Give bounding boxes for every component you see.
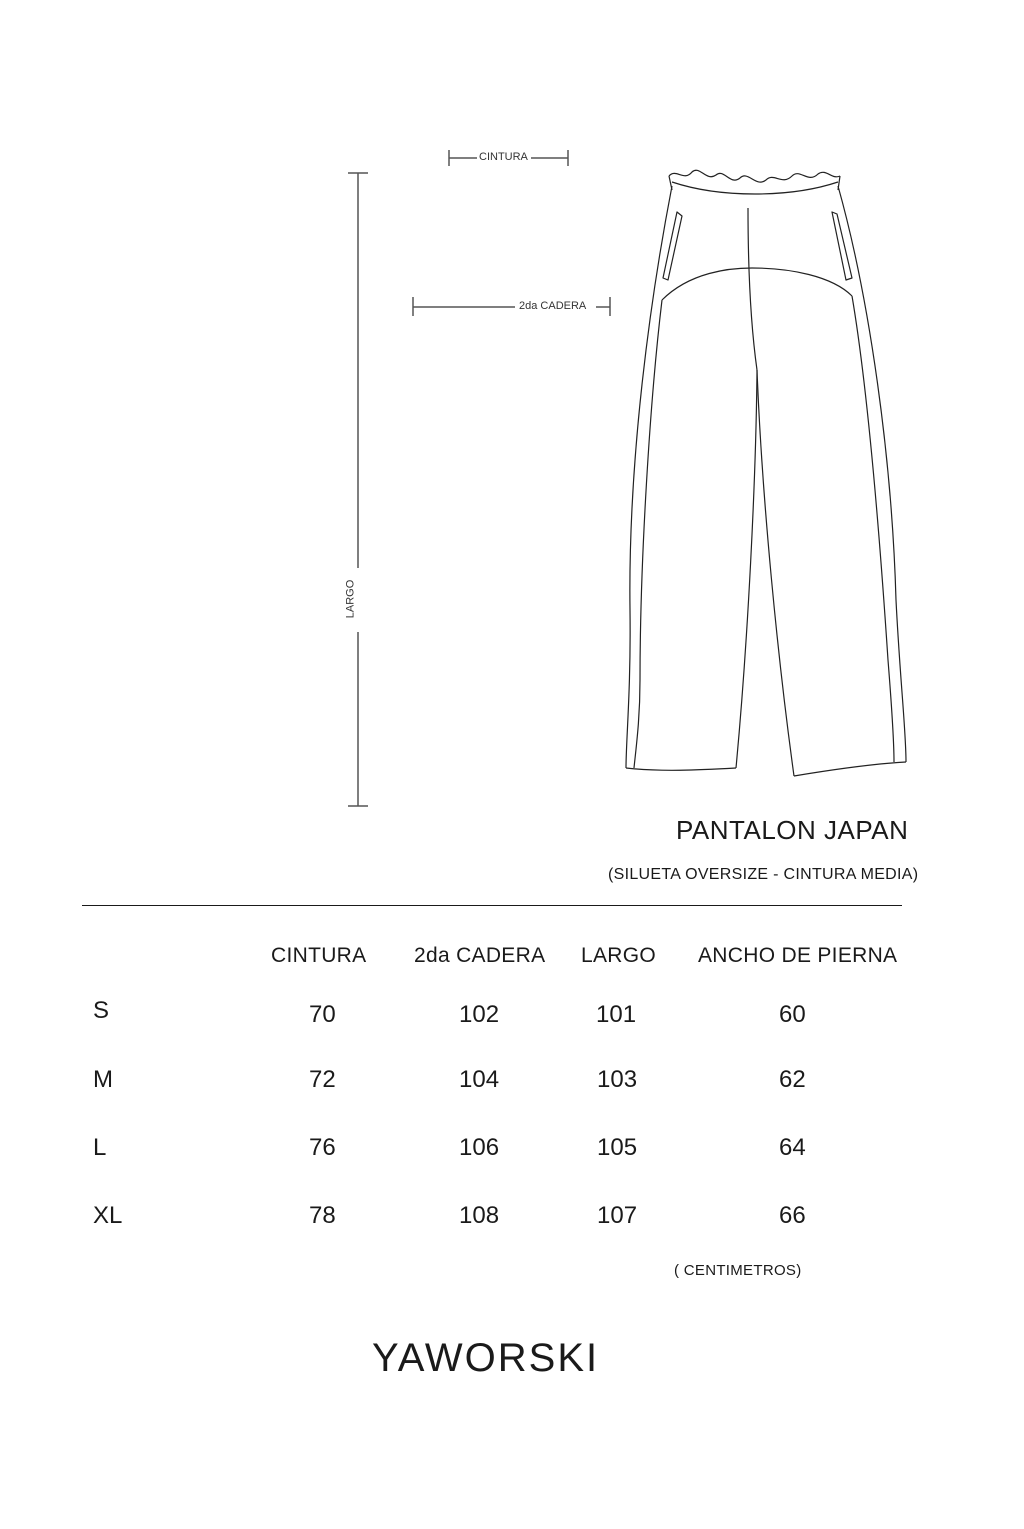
size-label: XL	[93, 1202, 123, 1229]
cintura-value: 72	[309, 1066, 336, 1093]
cadera-value: 104	[459, 1066, 500, 1093]
product-subtitle: (SILUETA OVERSIZE - CINTURA MEDIA)	[608, 866, 919, 883]
size-label: M	[93, 1066, 113, 1093]
ancho-value: 64	[779, 1134, 806, 1161]
header-ancho-pierna: ANCHO DE PIERNA	[698, 944, 898, 967]
cadera-value: 108	[459, 1202, 500, 1229]
cintura-value: 78	[309, 1202, 336, 1229]
length-dimension-line	[348, 173, 368, 806]
cadera-value: 102	[459, 1001, 500, 1028]
brand-logo: YAWORSKI	[372, 1336, 600, 1380]
section-divider	[82, 905, 902, 906]
largo-value: 107	[597, 1202, 638, 1229]
hip-label: 2da CADERA	[519, 300, 587, 312]
largo-value: 101	[596, 1001, 637, 1028]
header-cadera: 2da CADERA	[414, 944, 546, 967]
ancho-value: 60	[779, 1001, 806, 1028]
product-title: PANTALON JAPAN	[676, 815, 909, 845]
largo-value: 105	[597, 1134, 638, 1161]
size-label: S	[93, 997, 110, 1024]
largo-value: 103	[597, 1066, 638, 1093]
size-label: L	[93, 1134, 107, 1161]
ancho-value: 66	[779, 1202, 806, 1229]
cintura-value: 70	[309, 1001, 336, 1028]
unit-note: ( CENTIMETROS)	[674, 1262, 802, 1279]
header-cintura: CINTURA	[271, 944, 367, 967]
waist-label: CINTURA	[479, 151, 528, 163]
length-label: LARGO	[344, 579, 357, 619]
cintura-value: 76	[309, 1134, 336, 1161]
header-largo: LARGO	[581, 944, 657, 967]
ancho-value: 62	[779, 1066, 806, 1093]
pants-outline	[626, 170, 906, 776]
cadera-value: 106	[459, 1134, 500, 1161]
